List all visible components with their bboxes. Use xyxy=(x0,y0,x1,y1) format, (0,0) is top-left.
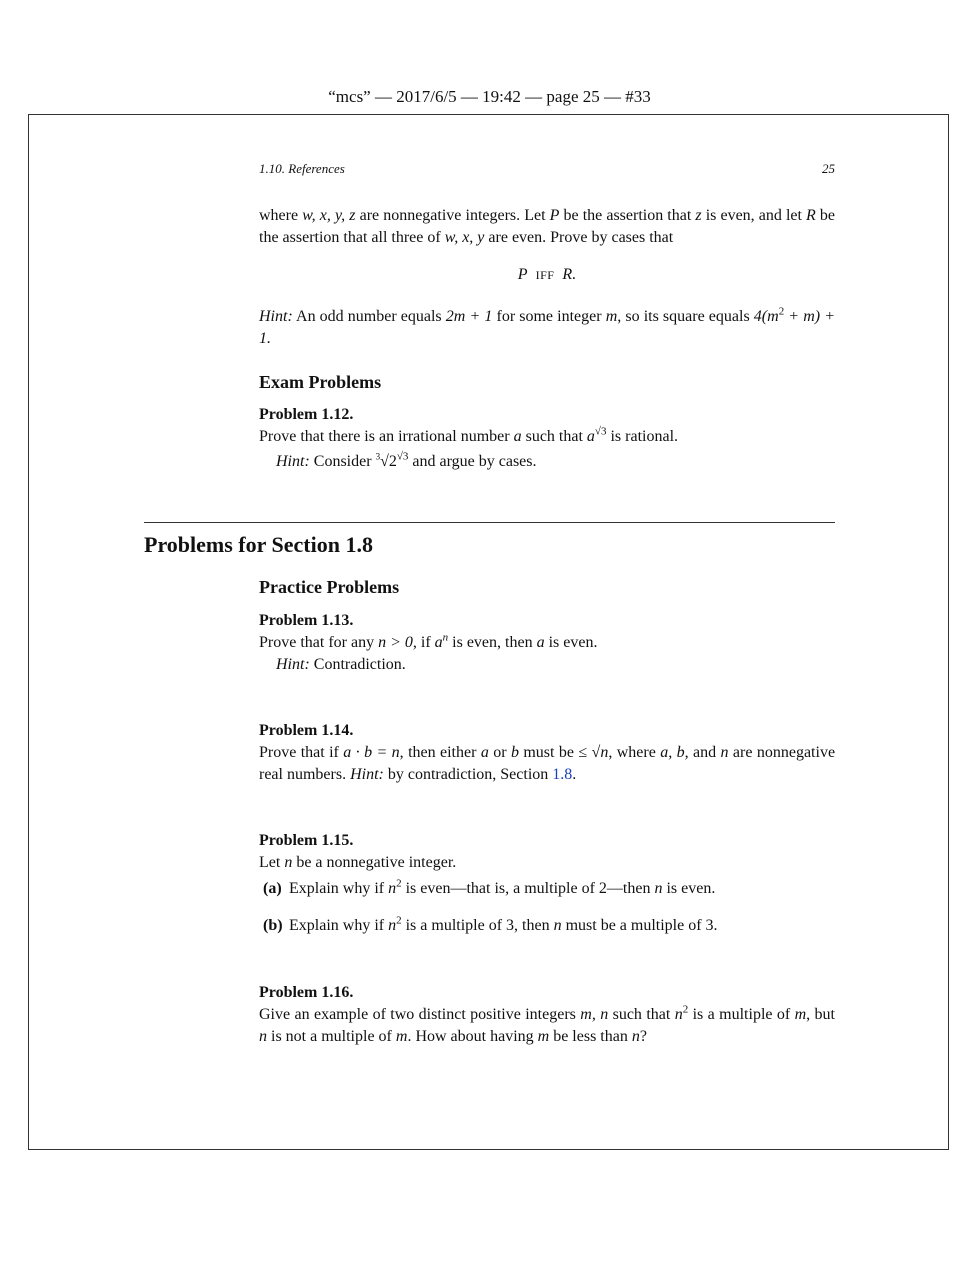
display-equation xyxy=(259,266,835,284)
text: Prove that for any xyxy=(259,634,379,651)
math-var: n xyxy=(259,1028,267,1045)
text: Prove that if xyxy=(259,744,344,761)
text: must be a multiple of 3. xyxy=(561,917,718,934)
hint-paragraph xyxy=(259,306,835,350)
text: An odd number equals xyxy=(292,308,446,325)
math-var: a xyxy=(536,634,545,651)
exam-problems-heading: Exam Problems xyxy=(259,372,382,392)
math-expr: ≤ √n xyxy=(578,744,609,761)
superscript: √3 xyxy=(396,450,409,463)
hint-label: Hint: xyxy=(276,656,310,673)
text: is a multiple of 3, then xyxy=(401,917,554,934)
hint-label: Hint: xyxy=(259,308,293,325)
part-label: (b) xyxy=(263,917,283,934)
problem-title: Problem 1.14. xyxy=(259,722,354,739)
math-var: R xyxy=(806,207,816,224)
text: where xyxy=(259,207,303,224)
intro-paragraph xyxy=(259,205,835,249)
section-title: Problems for Section 1.8 xyxy=(144,532,373,557)
section-rule xyxy=(144,522,835,523)
math-vars: a, b, xyxy=(660,744,689,761)
problem-title: Problem 1.13. xyxy=(259,612,354,629)
problem-1-15 xyxy=(259,830,835,937)
math-var: R. xyxy=(562,266,577,283)
text: is even, and let xyxy=(701,207,807,224)
problem-title: Problem 1.16. xyxy=(259,984,354,1001)
math-vars: w, x, y xyxy=(444,229,485,246)
running-head-page-number: 25 xyxy=(822,161,835,176)
math-expr: 4(m xyxy=(753,308,779,325)
superscript: 2 xyxy=(396,877,402,890)
math-var: n xyxy=(631,1028,640,1045)
math-var: a xyxy=(586,428,595,445)
math-root: √2 xyxy=(380,453,397,470)
text: Prove that there is an irrational number xyxy=(259,428,514,445)
math-var: z xyxy=(695,207,702,224)
text: is a multiple of xyxy=(688,1006,795,1023)
problem-hint xyxy=(259,451,835,473)
text: Explain why if xyxy=(289,917,389,934)
problem-1-13 xyxy=(259,610,835,676)
text: is even. xyxy=(544,634,598,651)
text: Consider xyxy=(309,453,376,470)
math-var: n xyxy=(388,880,397,897)
math-var: m xyxy=(537,1028,550,1045)
math-var: m xyxy=(395,1028,408,1045)
text: or xyxy=(488,744,511,761)
hint-label: Hint: xyxy=(276,453,310,470)
superscript: 2 xyxy=(396,914,402,927)
problem-1-14 xyxy=(259,720,835,786)
text: are nonnegative real numbers. xyxy=(259,744,836,783)
practice-problems-heading: Practice Problems xyxy=(259,577,400,597)
root-index: 3 xyxy=(375,451,381,462)
text: , then either xyxy=(399,744,481,761)
math-var: P xyxy=(517,266,528,283)
math-vars: w, x, y, z xyxy=(302,207,356,224)
problem-statement xyxy=(259,742,835,786)
page-slug: “mcs” — 2017/6/5 — 19:42 — page 25 — #33 xyxy=(328,87,651,106)
text: Give an example of two distinct positive integers xyxy=(259,1006,581,1023)
problem-1-12 xyxy=(259,404,835,473)
text: is rational. xyxy=(606,428,679,445)
text: , but xyxy=(806,1006,835,1023)
math-var: a xyxy=(513,428,522,445)
text: Let xyxy=(259,854,285,871)
math-var: n xyxy=(674,1006,683,1023)
text: . xyxy=(572,766,577,783)
text: , where xyxy=(608,744,661,761)
text: must be xyxy=(518,744,579,761)
text: such that xyxy=(608,1006,675,1023)
text: , so its square equals xyxy=(617,308,754,325)
text: Contradiction. xyxy=(309,656,406,673)
text: is not a multiple of xyxy=(267,1028,396,1045)
math-vars: m, n xyxy=(580,1006,609,1023)
math-var: n xyxy=(553,917,562,934)
superscript: n xyxy=(442,631,449,644)
problem-statement xyxy=(259,852,835,874)
text: is even. xyxy=(662,880,716,897)
part-label: (a) xyxy=(263,880,282,897)
problem-title: Problem 1.15. xyxy=(259,832,354,849)
text: and xyxy=(688,744,721,761)
text: ? xyxy=(639,1028,647,1045)
text: , if xyxy=(412,634,435,651)
text: be the assertion that all three of xyxy=(259,207,836,246)
problem-statement xyxy=(259,426,835,448)
math-operator: IFF xyxy=(535,268,555,282)
superscript: 2 xyxy=(682,1003,689,1016)
math-var: a xyxy=(434,634,443,651)
text: such that xyxy=(521,428,587,445)
text: by contradiction, Section xyxy=(383,766,553,783)
text: is even, then xyxy=(448,634,537,651)
math-var: n xyxy=(284,854,293,871)
math-expr: 2m + 1 xyxy=(445,308,493,325)
math-var: b xyxy=(510,744,519,761)
text: be a nonnegative integer. xyxy=(292,854,457,871)
text: be less than xyxy=(549,1028,632,1045)
math-var: m xyxy=(794,1006,807,1023)
superscript: √3 xyxy=(594,425,607,438)
text: Explain why if xyxy=(289,880,389,897)
math-expr: + m) + 1. xyxy=(259,308,836,347)
problem-hint xyxy=(259,654,835,676)
math-var: n xyxy=(720,744,729,761)
text: are nonnegative integers. Let xyxy=(355,207,550,224)
problem-1-16 xyxy=(259,982,835,1048)
problem-part-a xyxy=(259,878,835,900)
math-var: a xyxy=(480,744,489,761)
text: . How about having xyxy=(407,1028,538,1045)
running-head-section: 1.10. References xyxy=(259,161,345,176)
math-var: n xyxy=(654,880,663,897)
text: is even—that is, a multiple of 2—then xyxy=(401,880,655,897)
math-expr: n > 0 xyxy=(378,634,413,651)
math-var: P xyxy=(549,207,560,224)
text: for some integer xyxy=(492,308,606,325)
text: and argue by cases. xyxy=(408,453,537,470)
section-link[interactable]: 1.8 xyxy=(552,766,573,783)
hint-label: Hint: xyxy=(350,766,384,783)
text: be the assertion that xyxy=(559,207,696,224)
text: are even. Prove by cases that xyxy=(484,229,674,246)
superscript: 2 xyxy=(778,305,785,318)
math-expr: a · b = n xyxy=(343,744,400,761)
problem-title: Problem 1.12. xyxy=(259,406,354,423)
problem-statement xyxy=(259,1004,835,1048)
math-var: m xyxy=(605,308,618,325)
math-var: n xyxy=(388,917,397,934)
problem-statement xyxy=(259,632,835,654)
problem-part-b xyxy=(259,915,835,937)
